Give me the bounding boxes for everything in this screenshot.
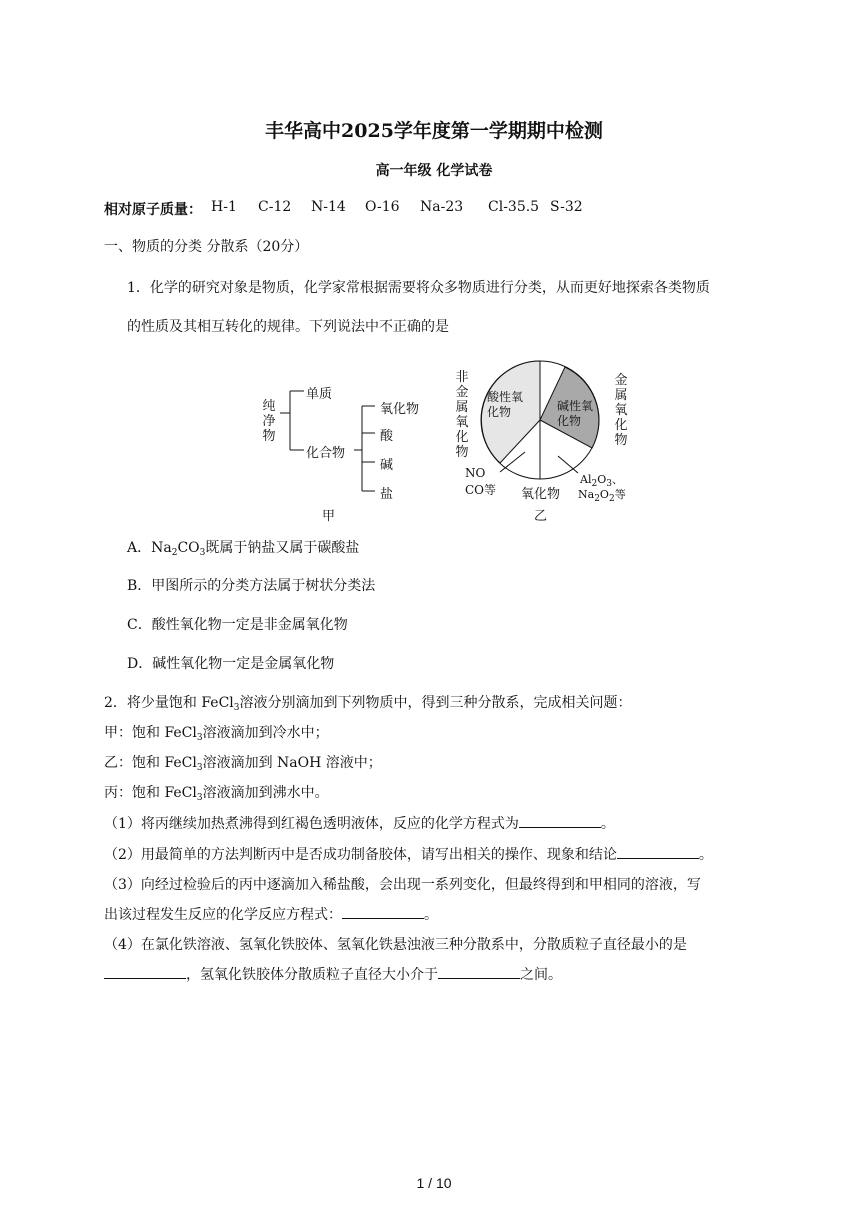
- answer-blank-2[interactable]: [617, 845, 699, 859]
- q2-sub1: （1）将丙继续加热煮沸得到红褐色透明液体，反应的化学方程式为 。: [104, 816, 615, 832]
- q1-option-b[interactable]: B．甲图所示的分类方法属于树状分类法: [127, 578, 376, 594]
- basic-oxide-label-1: 碱性氧: [557, 399, 594, 413]
- answer-blank-5[interactable]: [438, 965, 520, 979]
- mass-c: C-12: [258, 199, 292, 215]
- q1-option-a[interactable]: A．$Na_2CO_3$既属于钠盐又属于碳酸盐: [127, 540, 360, 558]
- oxide-pie: [470, 360, 610, 480]
- q1-stem-line2: 的性质及其相互转化的规律。下列说法中不正确的是: [127, 319, 449, 335]
- q2-stem: 2．将少量饱和 FeCl$_3$溶液分别滴加到下列物质中，得到三种分散系，完成相关问题：: [104, 695, 632, 713]
- basic-oxide-label-2: 化物: [557, 414, 582, 428]
- mass-cl: Cl-35.5: [488, 199, 540, 215]
- q1-option-d[interactable]: D．碱性氧化物一定是金属氧化物: [127, 656, 335, 672]
- tree-lines: [250, 378, 450, 508]
- tree-compound: 化合物: [306, 446, 346, 461]
- tree-element: 单质: [306, 387, 333, 402]
- q2-yi: 乙：饱和 FeCl$_3$溶液滴加到 NaOH 溶液中；: [104, 755, 382, 773]
- answer-blank-3[interactable]: [342, 905, 424, 919]
- figure-yi-caption: 乙: [534, 509, 548, 524]
- co-label: CO等: [465, 483, 497, 497]
- mass-na: Na-23: [420, 199, 464, 215]
- tree-salt: 盐: [380, 487, 394, 502]
- figure-jia-caption: 甲: [322, 509, 336, 524]
- exam-title: 丰华高中2025学年度第一学期期中检测: [265, 120, 603, 142]
- acidic-oxide-label-2: 化物: [487, 405, 512, 419]
- q2-sub3-line1: （3）向经过检验后的丙中逐滴加入稀盐酸，会出现一系列变化，但最终得到和甲相同的溶液，写: [104, 877, 701, 893]
- q2-jia: 甲：饱和 FeCl$_3$溶液滴加到冷水中；: [104, 725, 329, 743]
- q1-stem-line1: 1．化学的研究对象是物质，化学家常根据需要将众多物质进行分类，从而更好地探索各类物质: [127, 280, 710, 296]
- exam-subtitle: 高一年级 化学试卷: [375, 163, 493, 179]
- q1-option-c[interactable]: C．酸性氧化物一定是非金属氧化物: [127, 617, 348, 633]
- q2-sub4-line2: ，氢氧化铁胶体分散质粒子直径大小介于 之间。: [104, 964, 562, 984]
- na2o2-label: $Na_2O_2$等: [578, 488, 626, 504]
- q2-bing: 丙：饱和 FeCl$_3$溶液滴加到沸水中。: [104, 785, 329, 803]
- section-heading: 一、物质的分类 分散系（20分）: [104, 239, 309, 255]
- al2o3-label: $Al_2O_3$、: [580, 473, 623, 489]
- q2-sub3-line2: 出该过程发生反应的化学反应方程式： 。: [104, 907, 438, 923]
- acidic-oxide-label-1: 酸性氧: [487, 390, 524, 404]
- mass-s: S-32: [550, 199, 583, 215]
- q2-sub2: （2）用最简单的方法判断丙中是否成功制备胶体，请写出相关的操作、现象和结论 。: [104, 847, 713, 863]
- page-number: 1 / 10: [416, 1175, 452, 1191]
- mass-h: H-1: [211, 199, 237, 215]
- no-label: NO: [465, 466, 486, 480]
- mass-o: O-16: [365, 199, 400, 215]
- answer-blank-1[interactable]: [519, 814, 601, 828]
- tree-oxide: 氧化物: [380, 402, 420, 417]
- mass-n: N-14: [311, 199, 346, 215]
- tree-root: 纯净物: [262, 399, 276, 444]
- atomic-mass-label: 相对原子质量：: [104, 202, 202, 218]
- answer-blank-4[interactable]: [104, 965, 186, 979]
- q2-sub4-line1: （4）在氯化铁溶液、氢氧化铁胶体、氢氧化铁悬浊液三种分散系中，分散质粒子直径最小的是: [104, 937, 687, 953]
- tree-acid: 酸: [380, 429, 394, 444]
- metal-oxide-label: 金属氧化物: [614, 373, 628, 448]
- oxide-center-label: 氧化物: [521, 487, 561, 502]
- nonmetal-oxide-label: 非金属氧化物: [455, 370, 469, 460]
- tree-base: 碱: [380, 458, 394, 473]
